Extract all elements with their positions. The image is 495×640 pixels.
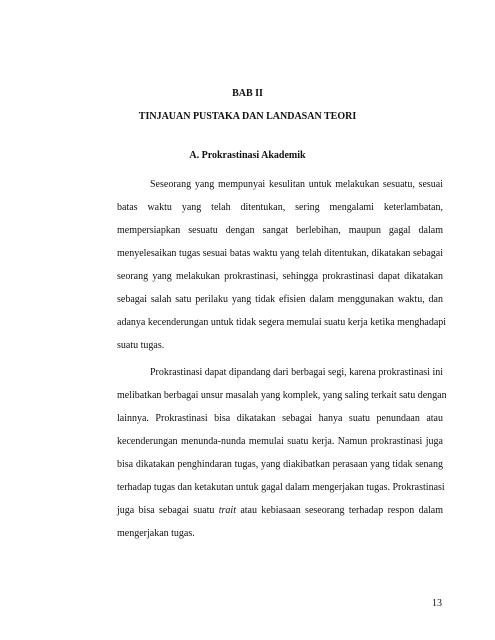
paragraph-line: melibatkan berbagai unsur masalah yang komplek, yang saling terkait satu dengan — [117, 390, 447, 401]
chapter-title: TINJAUAN PUSTAKA DAN LANDASAN TEORI — [138, 111, 357, 122]
paragraph-line: batas waktu yang telah ditentukan, sering mengalami keterlambatan, — [117, 202, 443, 213]
paragraph-line: mempersiapkan sesuatu dengan sangat berlebihan, maupun gagal dalam — [117, 225, 443, 236]
paragraph-line: terhadap tugas dan ketakutan untuk gagal dalam mengerjakan tugas. Prokrastinasi — [117, 482, 445, 493]
paragraph-line: lainnya. Prokrastinasi bisa dikatakan sebagai hanya suatu penundaan atau — [117, 413, 443, 424]
italic-term: trait — [218, 505, 236, 516]
paragraph-line: juga bisa sebagai suatu trait atau kebiasaan seseorang terhadap respon dalam — [117, 505, 443, 516]
paragraph-line: Seseorang yang mempunyai kesulitan untuk melakukan sesuatu, sesuai — [150, 179, 443, 190]
paragraph-line: suatu tugas. — [117, 340, 165, 351]
paragraph-line: menyelesaikan tugas sesuai batas waktu yang telah ditentukan, dikatakan sebagai — [117, 248, 443, 259]
paragraph-line: adanya kecenderungan untuk tidak segera memulai suatu kerja ketika menghadapi — [117, 317, 447, 328]
chapter-number: BAB II — [232, 88, 263, 99]
paragraph-line: bisa dikatakan penghindaran tugas, yang diakibatkan perasaan yang tidak senang — [117, 459, 443, 470]
section-heading: A. Prokrastinasi Akademik — [189, 150, 306, 161]
page-number: 13 — [432, 598, 442, 609]
paragraph-line: seorang yang melakukan prokrastinasi, sehingga prokrastinasi dapat dikatakan — [117, 271, 443, 282]
paragraph-line: Prokrastinasi dapat dipandang dari berbagai segi, karena prokrastinasi ini — [150, 367, 443, 378]
paragraph-line: sebagai salah satu perilaku yang tidak efisien dalam menggunakan waktu, dan — [117, 294, 443, 305]
paragraph-line: mengerjakan tugas. — [117, 528, 195, 539]
paragraph-line: kecenderungan menunda-nunda memulai suatu kerja. Namun prokrastinasi juga — [117, 436, 443, 447]
